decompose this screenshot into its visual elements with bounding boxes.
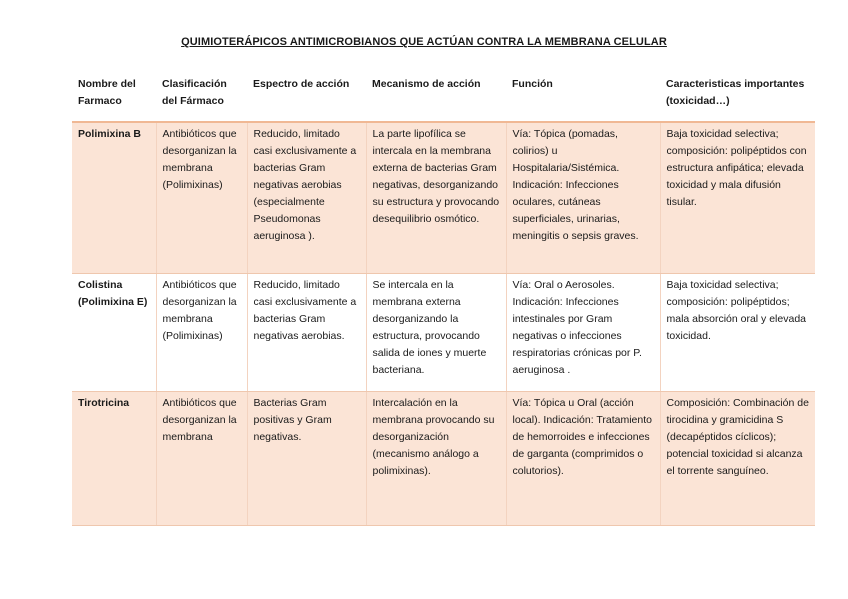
cell-funcion: Vía: Tópica (pomadas, colirios) u Hospitalaria/Sistémica. Indicación: Infecciones oculares, cutáneas superficiales, urinarias, meningitis o sepsis graves.	[506, 122, 660, 274]
header-espectro: Espectro de acción	[247, 72, 366, 122]
cell-caracteristicas: Baja toxicidad selectiva; composición: polipéptidos con estructura anfipática; elevada toxicidad y mala difusión tisular.	[660, 122, 815, 274]
cell-espectro: Bacterias Gram positivas y Gram negativas.	[247, 392, 366, 526]
table-row	[72, 274, 815, 392]
cell-nombre: Colistina (Polimixina E)	[72, 274, 156, 392]
drug-table	[72, 72, 815, 526]
table-row	[72, 392, 815, 526]
cell-funcion: Vía: Tópica u Oral (acción local). Indicación: Tratamiento de hemorroides e infecciones de garganta (comprimidos o colutorios).	[506, 392, 660, 526]
cell-nombre: Tirotricina	[72, 392, 156, 526]
cell-mecanismo: La parte lipofílica se intercala en la membrana externa de bacterias Gram negativas, desorganizando su estructura y provocando desequilibrio osmótico.	[366, 122, 506, 274]
cell-caracteristicas: Baja toxicidad selectiva; composición: polipéptidos; mala absorción oral y elevada toxicidad.	[660, 274, 815, 392]
header-mecanismo: Mecanismo de acción	[366, 72, 506, 122]
cell-nombre: Polimixina B	[72, 122, 156, 274]
cell-clasificacion: Antibióticos que desorganizan la membrana	[156, 392, 247, 526]
cell-espectro: Reducido, limitado casi exclusivamente a bacterias Gram negativas aerobias (especialmente Pseudomonas aeruginosa ).	[247, 122, 366, 274]
cell-clasificacion: Antibióticos que desorganizan la membrana (Polimixinas)	[156, 122, 247, 274]
cell-funcion: Vía: Oral o Aerosoles. Indicación: Infecciones intestinales por Gram negativas o infecciones respiratorias crónicas por P. aeruginosa .	[506, 274, 660, 392]
cell-espectro: Reducido, limitado casi exclusivamente a bacterias Gram negativas aerobias.	[247, 274, 366, 392]
document-title: QUIMIOTERÁPICOS ANTIMICROBIANOS QUE ACTÚAN CONTRA LA MEMBRANA CELULAR	[181, 36, 667, 48]
header-clasificacion: Clasificación del Fármaco	[156, 72, 247, 122]
header-caracteristicas: Caracteristicas importantes (toxicidad…)	[660, 72, 815, 122]
cell-clasificacion: Antibióticos que desorganizan la membrana (Polimixinas)	[156, 274, 247, 392]
header-nombre: Nombre del Farmaco	[72, 72, 156, 122]
table-header-row	[72, 72, 815, 122]
cell-mecanismo: Se intercala en la membrana externa desorganizando la estructura, provocando salida de iones y muerte bacteriana.	[366, 274, 506, 392]
cell-caracteristicas: Composición: Combinación de tirocidina y gramicidina S (decapéptidos cíclicos); potencial toxicidad si alcanza el torrente sanguíneo.	[660, 392, 815, 526]
header-funcion: Función	[506, 72, 660, 122]
table-row	[72, 122, 815, 274]
cell-mecanismo: Intercalación en la membrana provocando su desorganización (mecanismo análogo a polimixinas).	[366, 392, 506, 526]
